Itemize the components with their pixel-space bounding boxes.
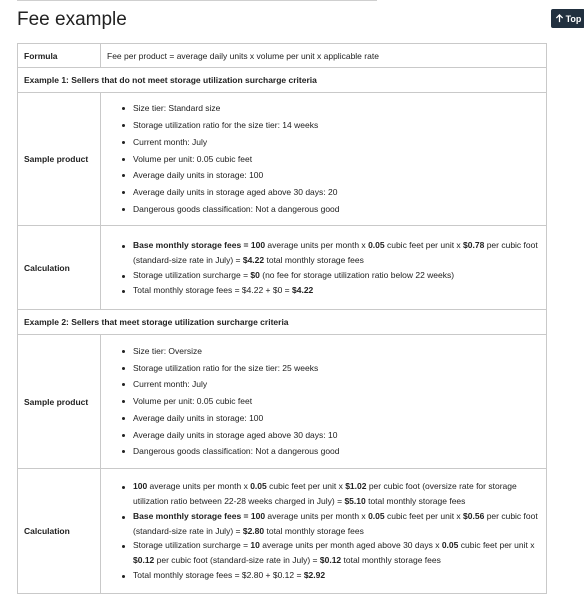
example2-calculation-list [107,479,540,583]
calculation-segment: Base monthly storage fees = 100 [133,510,266,521]
arrow-up-icon [555,14,564,23]
list-item: Current month: July [121,376,540,393]
calculation-segment: $2.80 [242,525,265,536]
calculation-segment: cubic feet per unit x [384,239,464,250]
calculation-segment: average units per month x [147,481,251,492]
calculation-segment: 0.05 [368,239,385,250]
example2-calculation-row [18,469,547,594]
list-item: Storage utilization ratio for the size tier: 25 weeks [121,360,540,377]
calculation-segment: $2.92 [303,569,326,580]
example1-calculation-list [107,238,540,298]
calculation-item [121,268,540,283]
calculation-segment: Storage utilization surcharge = [133,540,251,551]
calculation-segment: 0.05 [441,540,459,551]
example2-sample-list [107,343,540,461]
calculation-segment: 0.05 [250,481,267,492]
calculation-segment: per cubic foot (standard-size rate in July) = [154,555,320,566]
example1-calculation-row [18,226,547,310]
list-item: Dangerous goods classification: Not a dangerous good [121,443,540,460]
calculation-item [121,238,540,268]
calculation-segment: cubic feet per unit x [384,510,464,521]
fee-example-table [17,43,547,594]
calculation-item [121,479,540,509]
calculation-segment: $0.12 [133,555,155,566]
example2-heading-row [18,310,547,335]
example2-heading: Example 2: Sellers that meet storage utilization surcharge criteria [18,310,547,335]
formula-label: Formula [18,44,101,68]
list-item: Size tier: Oversize [121,343,540,360]
example2-calculation-label: Calculation [18,469,101,594]
calculation-segment: total monthly storage fees [264,525,364,536]
example1-sample-row [18,93,547,226]
example1-calculation-label: Calculation [18,226,101,310]
example2-sample-label: Sample product [18,335,101,469]
calculation-segment: $0.12 [319,555,342,566]
calculation-segment: Base monthly storage fees = 100 [133,239,266,250]
calculation-segment: per cubic foot (oversize rate for storage utilization ratio between 22-28 weeks charged in July) = [133,481,517,506]
formula-row [18,44,547,68]
formula-text: Fee per product = average daily units x volume per unit x applicable rate [101,44,547,68]
calculation-segment: Total monthly storage fees = $2.80 + $0.12 = [133,569,304,580]
back-to-top-label: Top [565,13,582,24]
calculation-segment: $4.22 [242,254,265,265]
list-item: Volume per unit: 0.05 cubic feet [121,393,540,410]
calculation-segment: 10 [250,540,260,551]
calculation-segment: 100 [133,481,148,492]
calculation-segment: total monthly storage fees [341,555,441,566]
example1-sample-list [107,100,540,218]
calculation-item [121,568,540,583]
calculation-segment: total monthly storage fees [365,496,466,506]
top-divider [17,0,377,1]
example1-heading-row [18,68,547,93]
calculation-segment: per cubic foot (standard-size rate in July) = [133,239,538,265]
example2-sample-row [18,335,547,469]
list-item: Average daily units in storage: 100 [121,167,540,184]
calculation-segment: cubic feet per unit x [458,540,535,551]
calculation-segment: $5.10 [344,496,366,506]
calculation-segment: $4.22 [292,284,314,295]
calculation-segment: $1.02 [345,481,367,492]
page-title: Fee example [17,9,127,30]
calculation-segment: $0.56 [463,510,485,521]
calculation-segment: $0.78 [463,239,485,250]
list-item: Average daily units in storage: 100 [121,410,540,427]
list-item: Average daily units in storage aged above 30 days: 20 [121,184,540,201]
list-item: Average daily units in storage aged above 30 days: 10 [121,427,540,444]
example1-sample-label: Sample product [18,93,101,226]
calculation-item [121,538,540,568]
calculation-segment: average units per month x [265,510,369,521]
list-item: Storage utilization ratio for the size tier: 14 weeks [121,117,540,134]
calculation-segment: per cubic foot (standard-size rate in July) = [133,510,538,536]
list-item: Dangerous goods classification: Not a dangerous good [121,201,540,218]
calculation-segment: Total monthly storage fees = $4.22 + $0 = [133,284,293,295]
calculation-segment: total monthly storage fees [264,254,364,265]
calculation-segment: Storage utilization surcharge = [133,269,251,280]
calculation-item [121,509,540,539]
calculation-segment: average units per month x [265,239,369,250]
back-to-top-button[interactable] [551,9,584,28]
calculation-segment: average units per month aged above 30 days x [259,540,442,551]
calculation-segment: (no fee for storage utilization ratio below 22 weeks) [259,269,455,280]
example1-heading: Example 1: Sellers that do not meet storage utilization surcharge criteria [18,68,547,93]
calculation-segment: $0 [250,269,260,280]
list-item: Volume per unit: 0.05 cubic feet [121,151,540,168]
list-item: Size tier: Standard size [121,100,540,117]
calculation-segment: 0.05 [368,510,385,521]
calculation-segment: cubic feet per unit x [266,481,346,492]
list-item: Current month: July [121,134,540,151]
calculation-item [121,283,540,298]
